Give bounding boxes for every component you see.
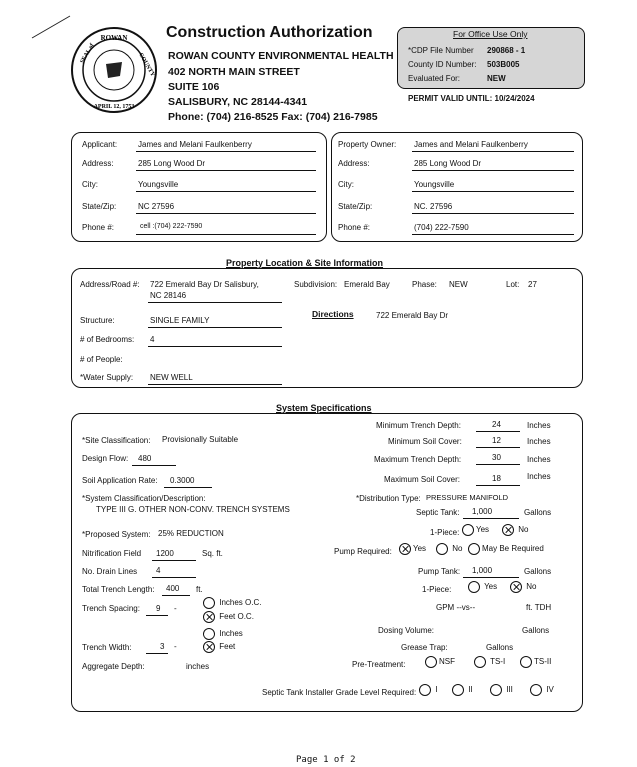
seal-text-right: COUNTY <box>137 52 156 78</box>
owner-state-value: NC. 27596 <box>414 202 453 211</box>
grease-label: Grease Trap: <box>401 643 448 652</box>
septic-tank-label: Septic Tank: <box>416 508 460 517</box>
cdp-label: *CDP File Number <box>408 46 474 55</box>
drain-lines-value: 4 <box>156 566 161 575</box>
applicant-line <box>136 151 316 152</box>
applicant-city-line <box>136 191 316 192</box>
bedrooms-value: 4 <box>150 335 155 344</box>
pump-one-piece-label: 1-Piece: <box>422 585 452 594</box>
cdp-value: 290868 - 1 <box>487 46 526 55</box>
dist-type-value: PRESSURE MANIFOLD <box>426 493 509 502</box>
max-trench-depth-line <box>476 464 520 465</box>
applicant-label: Applicant: <box>82 140 118 149</box>
radio-checked-icon <box>510 581 522 593</box>
min-trench-depth-value: 24 <box>492 420 501 429</box>
property-address-line1: 722 Emerald Bay Dr Salisbury, <box>150 280 259 289</box>
pump-tank-line <box>463 577 519 578</box>
max-soil-cover-line <box>476 485 520 486</box>
phase-value: NEW <box>449 280 468 289</box>
pretreat-nsf-option[interactable]: NSF <box>425 656 455 668</box>
property-address-label: Address/Road #: <box>80 280 140 289</box>
one-piece-label: 1-Piece: <box>430 528 460 537</box>
applicant-phone-label: Phone #: <box>82 223 115 232</box>
proposed-value: 25% REDUCTION <box>158 529 224 538</box>
dosing-unit: Gallons <box>522 626 550 635</box>
applicant-city-value: Youngsville <box>138 180 179 189</box>
radio-unchecked-icon <box>419 684 431 696</box>
pretreat-label: Pre-Treatment: <box>352 660 406 669</box>
max-soil-cover-value: 18 <box>492 474 501 483</box>
radio-checked-icon <box>502 524 514 536</box>
applicant-state-line <box>136 213 316 214</box>
radio-unchecked-icon <box>530 684 542 696</box>
trench-width-inches-option[interactable]: Inches <box>203 628 243 640</box>
applicant-state-label: State/Zip: <box>82 202 117 211</box>
trench-width-value: 3 <box>160 642 165 651</box>
max-trench-depth-label: Maximum Trench Depth: <box>374 455 462 464</box>
installer-label: Septic Tank Installer Grade Level Required: <box>262 688 417 697</box>
owner-address-value: 285 Long Wood Dr <box>414 159 482 168</box>
directions-label: Directions <box>312 309 354 319</box>
pump-tank-unit: Gallons <box>524 567 552 576</box>
trench-spacing-dash: - <box>174 604 177 613</box>
radio-unchecked-icon <box>452 684 464 696</box>
installer-grade-iv-option[interactable]: IV <box>530 684 554 696</box>
min-soil-cover-unit: Inches <box>527 437 551 446</box>
lot-value: 27 <box>528 280 537 289</box>
owner-value: James and Melani Faulkenberry <box>414 140 528 149</box>
dosing-label: Dosing Volume: <box>378 626 435 635</box>
installer-grade-i-option[interactable]: I <box>419 684 437 696</box>
design-flow-label: Design Flow: <box>82 454 129 463</box>
owner-label: Property Owner: <box>338 140 397 149</box>
one-piece-no-option[interactable]: No <box>502 524 528 536</box>
owner-city-value: Youngsville <box>414 180 455 189</box>
water-label: *Water Supply: <box>80 373 134 382</box>
permit-valid: PERMIT VALID UNTIL: 10/24/2024 <box>408 94 535 103</box>
trench-spacing-feet-option[interactable]: Feet O.C. <box>203 611 254 623</box>
radio-unchecked-icon <box>490 684 502 696</box>
phase-label: Phase: <box>412 280 437 289</box>
trench-length-line <box>162 595 190 596</box>
structure-value: SINGLE FAMILY <box>150 316 210 325</box>
soil-rate-value: 0.3000 <box>170 476 195 485</box>
radio-checked-icon <box>203 611 215 623</box>
trench-length-label: Total Trench Length: <box>82 585 155 594</box>
sys-class-label: *System Classification/Description: <box>82 494 206 503</box>
min-soil-cover-value: 12 <box>492 436 501 445</box>
pump-yes-option[interactable]: Yes <box>399 543 426 555</box>
one-piece-yes-option[interactable]: Yes <box>462 524 489 536</box>
applicant-state-value: NC 27596 <box>138 202 175 211</box>
applicant-phone-line <box>136 234 316 235</box>
applicant-address-line <box>136 170 316 171</box>
trench-spacing-value: 9 <box>156 604 161 613</box>
owner-address-line <box>412 170 574 171</box>
directions-value: 722 Emerald Bay Dr <box>376 311 449 320</box>
applicant-value: James and Melani Faulkenberry <box>138 140 252 149</box>
min-trench-depth-line <box>476 431 520 432</box>
trench-width-feet-option[interactable]: Feet <box>203 641 235 653</box>
seal-text-top: ROWAN <box>100 34 128 42</box>
site-class-value: Provisionally Suitable <box>162 435 239 444</box>
owner-phone-label: Phone #: <box>338 223 371 232</box>
aggregate-label: Aggregate Depth: <box>82 662 145 671</box>
aggregate-unit: inches <box>186 662 210 671</box>
min-trench-depth-label: Minimum Trench Depth: <box>376 421 461 430</box>
applicant-phone-value: cell :(704) 222-7590 <box>140 223 203 230</box>
evaluated-label: Evaluated For: <box>408 74 461 83</box>
max-soil-cover-label: Maximum Soil Cover: <box>384 475 461 484</box>
county-id-label: County ID Number: <box>408 60 477 69</box>
pump-maybe-option[interactable]: May Be Required <box>468 543 544 555</box>
radio-unchecked-icon <box>203 597 215 609</box>
trench-spacing-line <box>146 615 168 616</box>
pen-mark <box>30 14 72 40</box>
max-trench-depth-value: 30 <box>492 453 501 462</box>
nitrification-unit: Sq. ft. <box>202 549 223 558</box>
agency-address-2: SUITE 106 <box>168 81 220 93</box>
owner-address-label: Address: <box>338 159 370 168</box>
drain-lines-label: No. Drain Lines <box>82 567 138 576</box>
nitrification-value: 1200 <box>156 549 174 558</box>
bedrooms-label: # of Bedrooms: <box>80 335 135 344</box>
page-title: Construction Authorization <box>166 24 373 41</box>
applicant-address-label: Address: <box>82 159 114 168</box>
sys-class-value: TYPE III G. OTHER NON-CONV. TRENCH SYSTEMS <box>96 505 290 514</box>
office-use-heading: For Office Use Only <box>453 29 528 39</box>
soil-rate-label: Soil Application Rate: <box>82 476 158 485</box>
trench-width-label: Trench Width: <box>82 643 132 652</box>
septic-tank-value: 1,000 <box>472 507 493 516</box>
proposed-label: *Proposed System: <box>82 530 151 539</box>
pump-no-option[interactable]: No <box>436 543 462 555</box>
property-address-underline <box>148 302 282 303</box>
radio-unchecked-icon <box>436 543 448 555</box>
trench-spacing-label: Trench Spacing: <box>82 604 140 613</box>
pretreat-tsi-option[interactable]: TS-I <box>474 656 505 668</box>
property-heading: Property Location & Site Information <box>226 258 384 268</box>
owner-city-label: City: <box>338 180 354 189</box>
radio-unchecked-icon <box>203 628 215 640</box>
nitrification-label: Nitrification Field <box>82 549 142 558</box>
page-number: Page 1 of 2 <box>296 755 356 765</box>
nitrification-line <box>152 560 196 561</box>
owner-phone-value: (704) 222-7590 <box>414 223 469 232</box>
max-soil-cover-unit: Inches <box>527 472 551 481</box>
drain-lines-line <box>152 577 196 578</box>
radio-unchecked-icon <box>520 656 532 668</box>
owner-line <box>412 151 574 152</box>
soil-rate-line <box>164 487 212 488</box>
trench-width-dash: - <box>174 642 177 651</box>
trench-length-value: 400 <box>166 584 180 593</box>
septic-tank-line <box>463 518 519 519</box>
owner-city-line <box>412 191 574 192</box>
system-heading: System Specifications <box>276 403 372 413</box>
county-seal-icon <box>70 26 158 114</box>
county-id-value: 503B005 <box>487 60 520 69</box>
radio-unchecked-icon <box>474 656 486 668</box>
agency-address-1: 402 NORTH MAIN STREET <box>168 66 300 78</box>
max-trench-depth-unit: Inches <box>527 455 551 464</box>
septic-tank-unit: Gallons <box>524 508 552 517</box>
installer-grade-iii-option[interactable]: III <box>490 684 513 696</box>
pump-tank-value: 1,000 <box>472 566 493 575</box>
site-class-label: *Site Classification: <box>82 436 151 445</box>
people-label: # of People: <box>80 355 123 364</box>
radio-checked-icon <box>203 641 215 653</box>
applicant-city-label: City: <box>82 180 98 189</box>
min-trench-depth-unit: Inches <box>527 421 551 430</box>
owner-state-label: State/Zip: <box>338 202 373 211</box>
min-soil-cover-label: Minimum Soil Cover: <box>388 437 462 446</box>
installer-grade-ii-option[interactable]: II <box>452 684 473 696</box>
pump-required-label: Pump Required: <box>334 547 392 556</box>
grease-unit: Gallons <box>486 643 514 652</box>
dist-type-label: *Distribution Type: <box>356 494 421 503</box>
pretreat-tsii-option[interactable]: TS-II <box>520 656 551 668</box>
property-address-line2: NC 28146 <box>150 291 187 300</box>
trench-length-unit: ft. <box>196 585 203 594</box>
structure-label: Structure: <box>80 316 115 325</box>
seal-text-left: SEAL of <box>79 42 96 65</box>
applicant-address-value: 285 Long Wood Dr <box>138 159 206 168</box>
subdivision-label: Subdivision: <box>294 280 338 289</box>
evaluated-value: NEW <box>487 74 506 83</box>
bedrooms-line <box>148 346 282 347</box>
pump-tank-label: Pump Tank: <box>418 567 461 576</box>
design-flow-value: 480 <box>138 454 152 463</box>
water-line <box>148 384 282 385</box>
agency-name: ROWAN COUNTY ENVIRONMENTAL HEALTH <box>168 50 394 62</box>
radio-unchecked-icon <box>468 581 480 593</box>
min-soil-cover-line <box>476 447 520 448</box>
radio-unchecked-icon <box>468 543 480 555</box>
tdh-label: ft. TDH <box>526 603 552 612</box>
seal-text-bottom: APRIL 12, 1753 <box>93 104 135 110</box>
radio-checked-icon <box>399 543 411 555</box>
pump-one-piece-no-option[interactable]: No <box>510 581 536 593</box>
design-flow-line <box>132 465 176 466</box>
pump-one-piece-yes-option[interactable]: Yes <box>468 581 497 593</box>
owner-phone-line <box>412 234 574 235</box>
radio-unchecked-icon <box>462 524 474 536</box>
gpm-label: GPM --vs-- <box>436 603 476 612</box>
owner-state-line <box>412 213 574 214</box>
water-value: NEW WELL <box>150 373 193 382</box>
radio-unchecked-icon <box>425 656 437 668</box>
structure-line <box>148 327 282 328</box>
trench-width-line <box>146 653 168 654</box>
agency-address-3: SALISBURY, NC 28144-4341 <box>168 96 308 108</box>
trench-spacing-inches-option[interactable]: Inches O.C. <box>203 597 261 609</box>
agency-phone: Phone: (704) 216-8525 Fax: (704) 216-7985 <box>168 111 378 123</box>
lot-label: Lot: <box>506 280 520 289</box>
subdivision-value: Emerald Bay <box>344 280 390 289</box>
